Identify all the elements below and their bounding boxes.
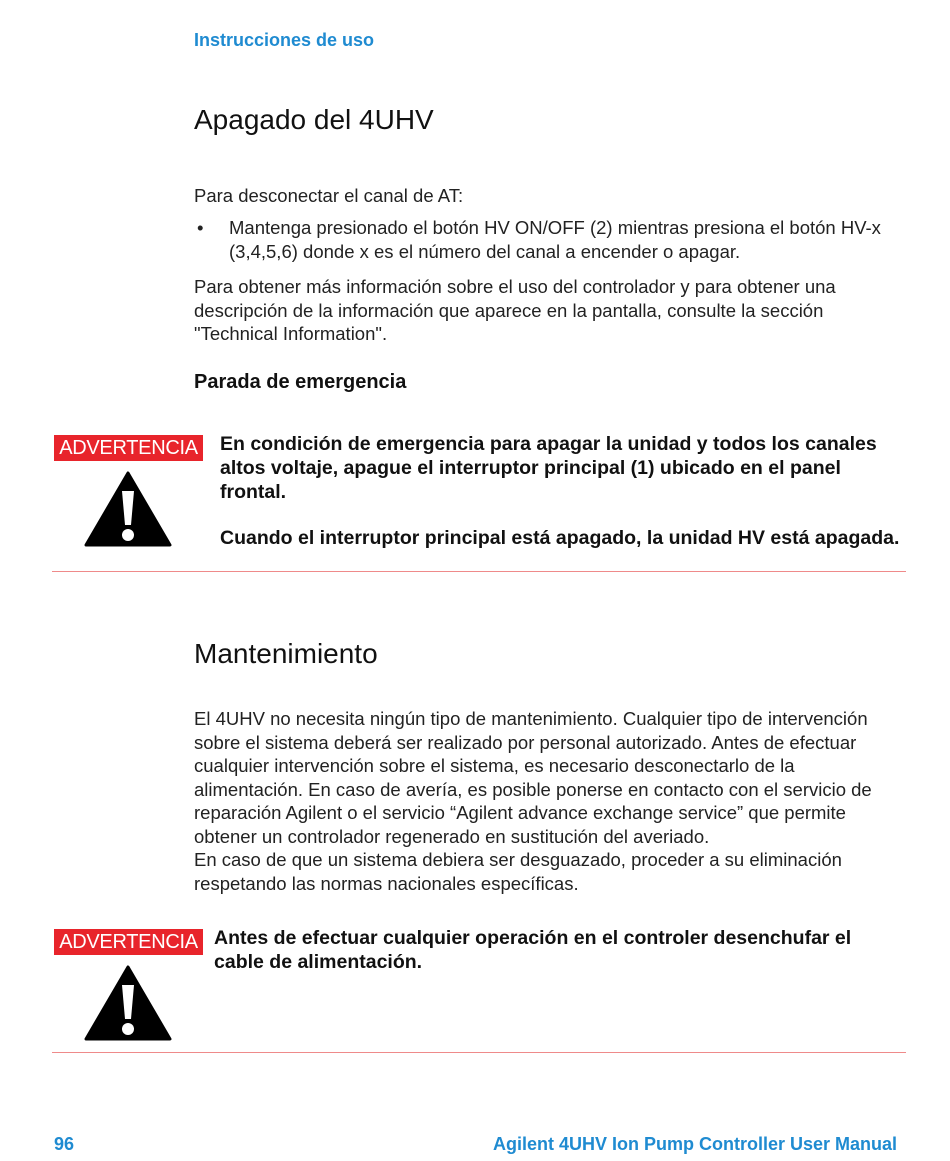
subsection-title-emergency: Parada de emergencia bbox=[194, 371, 407, 393]
shutdown-intro: Para desconectar el canal de AT: bbox=[194, 185, 464, 206]
emergency-warning-text-2: Cuando el interruptor principal está apagado, la unidad HV está apagada. bbox=[220, 527, 900, 549]
bullet-text: Mantenga presionado el botón HV ON/OFF (2) mientras presiona el botón HV-x (3,4,5,6) donde x es el número del canal a encender o apagar. bbox=[229, 217, 881, 262]
warning-triangle-icon bbox=[84, 471, 172, 547]
warning-badge: ADVERTENCIA bbox=[54, 929, 203, 955]
footer-manual-title: Agilent 4UHV Ion Pump Controller User Manual bbox=[492, 1134, 897, 1154]
emergency-warning-body bbox=[220, 432, 900, 550]
maintenance-body bbox=[194, 707, 904, 895]
shutdown-info: Para obtener más información sobre el uso del controlador y para obtener una descripción de la información que aparece en la pantalla, consulte la sección "Technical Information". bbox=[194, 276, 836, 344]
warning-badge: ADVERTENCIA bbox=[54, 435, 203, 461]
list-item bbox=[194, 216, 904, 263]
shutdown-bullet-list bbox=[194, 216, 904, 263]
section-title-maintenance: Mantenimiento bbox=[194, 638, 378, 669]
bullet-symbol: • bbox=[197, 217, 204, 238]
maintenance-paragraph-1: El 4UHV no necesita ningún tipo de mantenimiento. Cualquier tipo de intervención sobre el sistema deberá ser realizado por personal autorizado. Antes de efectuar cualquier intervención sobre el sistema, es necesario desconectarlo de la alimentación. En caso de avería, es posible ponerse en contacto con el servicio de reparación Agilent o el servicio “Agilent advance exchange service” que permite obtener un controlador regenerado en sustitución del averiado. bbox=[194, 708, 872, 847]
page-number: 96 bbox=[54, 1134, 75, 1154]
section-title-shutdown: Apagado del 4UHV bbox=[194, 104, 434, 135]
maintenance-warning-body bbox=[214, 926, 894, 974]
divider bbox=[52, 1052, 906, 1053]
divider bbox=[52, 571, 906, 572]
emergency-warning-text-1: En condición de emergencia para apagar la unidad y todos los canales altos voltaje, apague el interruptor principal (1) ubicado en el panel frontal. bbox=[220, 433, 877, 503]
maintenance-warning-text: Antes de efectuar cualquier operación en el controler desenchufar el cable de alimentación. bbox=[214, 927, 852, 973]
maintenance-paragraph-2: En caso de que un sistema debiera ser desguazado, proceder a su eliminación respetando las normas nacionales específicas. bbox=[194, 849, 842, 894]
warning-triangle-icon bbox=[84, 965, 172, 1041]
running-header: Instrucciones de uso bbox=[194, 30, 375, 50]
